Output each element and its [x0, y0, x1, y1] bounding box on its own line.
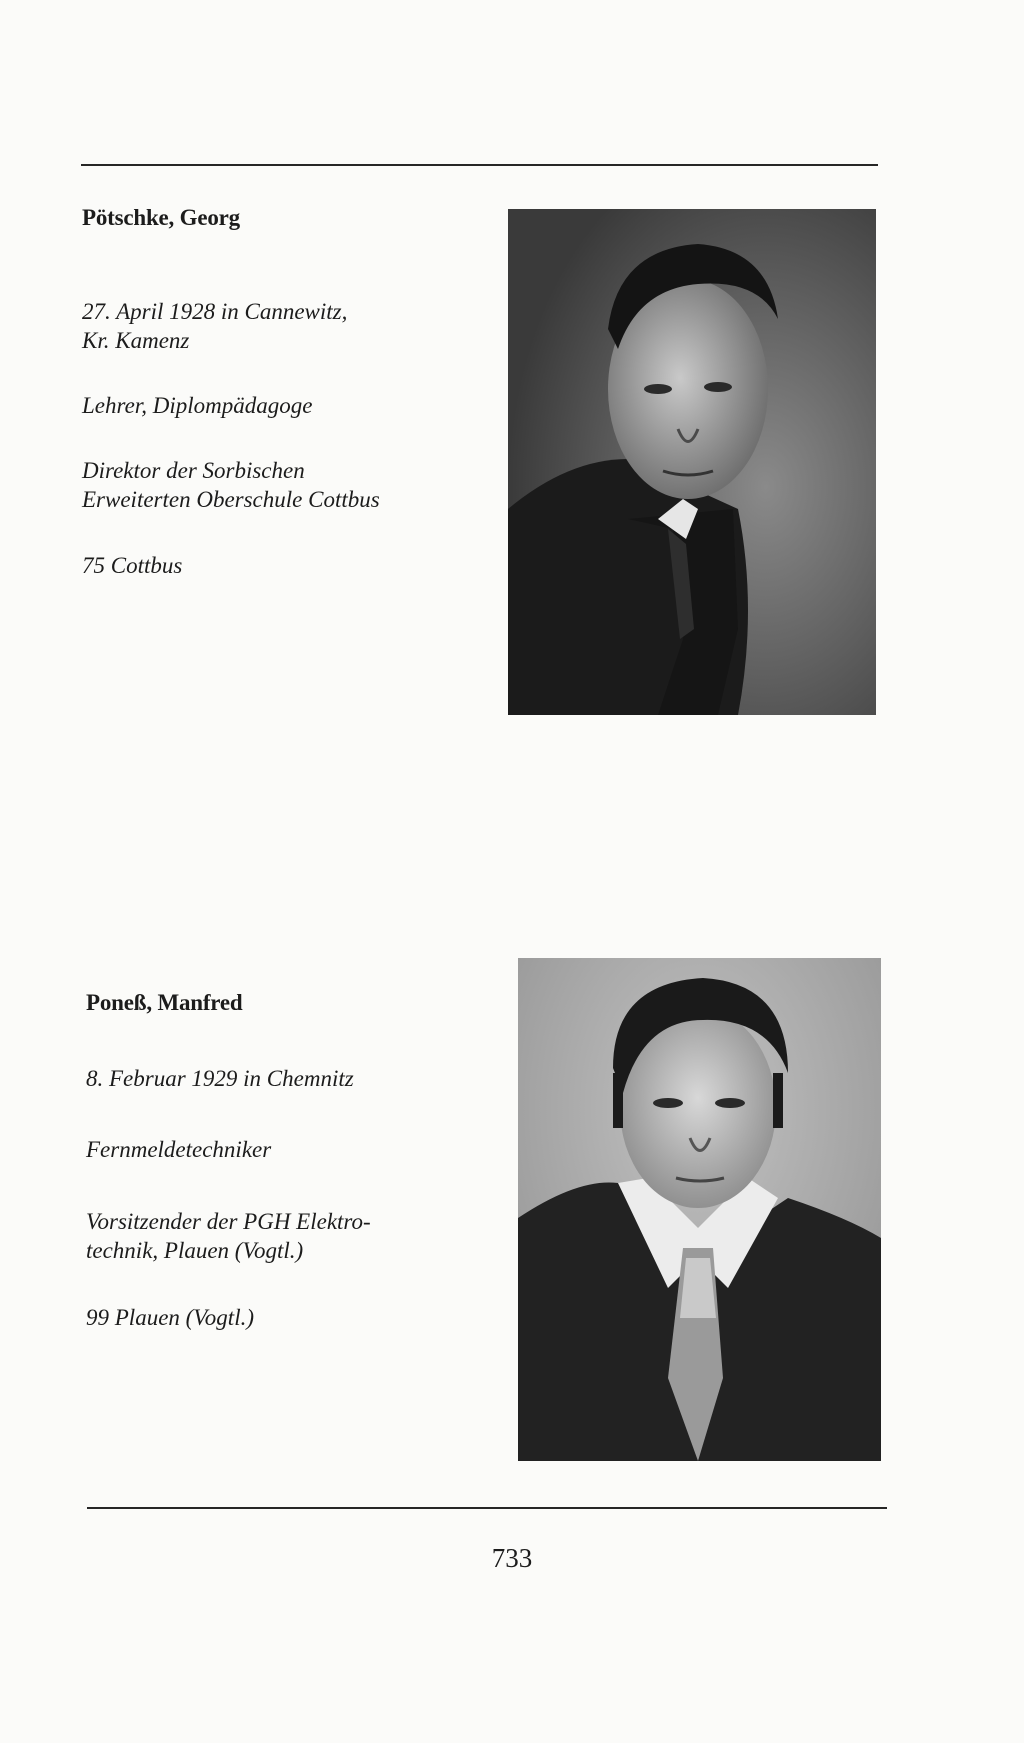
- portrait-photo: [518, 958, 881, 1461]
- bottom-rule: [87, 1507, 887, 1509]
- position: Direktor der Sorbischen Erweiterten Oberschule Cottbus: [82, 458, 380, 512]
- portrait-photo: [508, 209, 876, 715]
- birth-info: 8. Februar 1929 in Chemnitz: [86, 1066, 354, 1091]
- position: Vorsitzender der PGH Elektro- technik, Plauen (Vogtl.): [86, 1209, 371, 1263]
- person-name: Poneß, Manfred: [86, 990, 243, 1015]
- profession: Fernmeldetechniker: [86, 1137, 272, 1162]
- biography-entry: [86, 990, 486, 1332]
- address: 99 Plauen (Vogtl.): [86, 1305, 254, 1330]
- profession: Lehrer, Diplompädagoge: [82, 393, 313, 418]
- person-name: Pötschke, Georg: [82, 205, 240, 230]
- birth-info: 27. April 1928 in Cannewitz, Kr. Kamenz: [82, 299, 348, 353]
- page-number: 733: [491, 1543, 533, 1573]
- top-rule: [81, 164, 878, 166]
- biography-entry: [82, 205, 472, 580]
- address: 75 Cottbus: [82, 553, 183, 578]
